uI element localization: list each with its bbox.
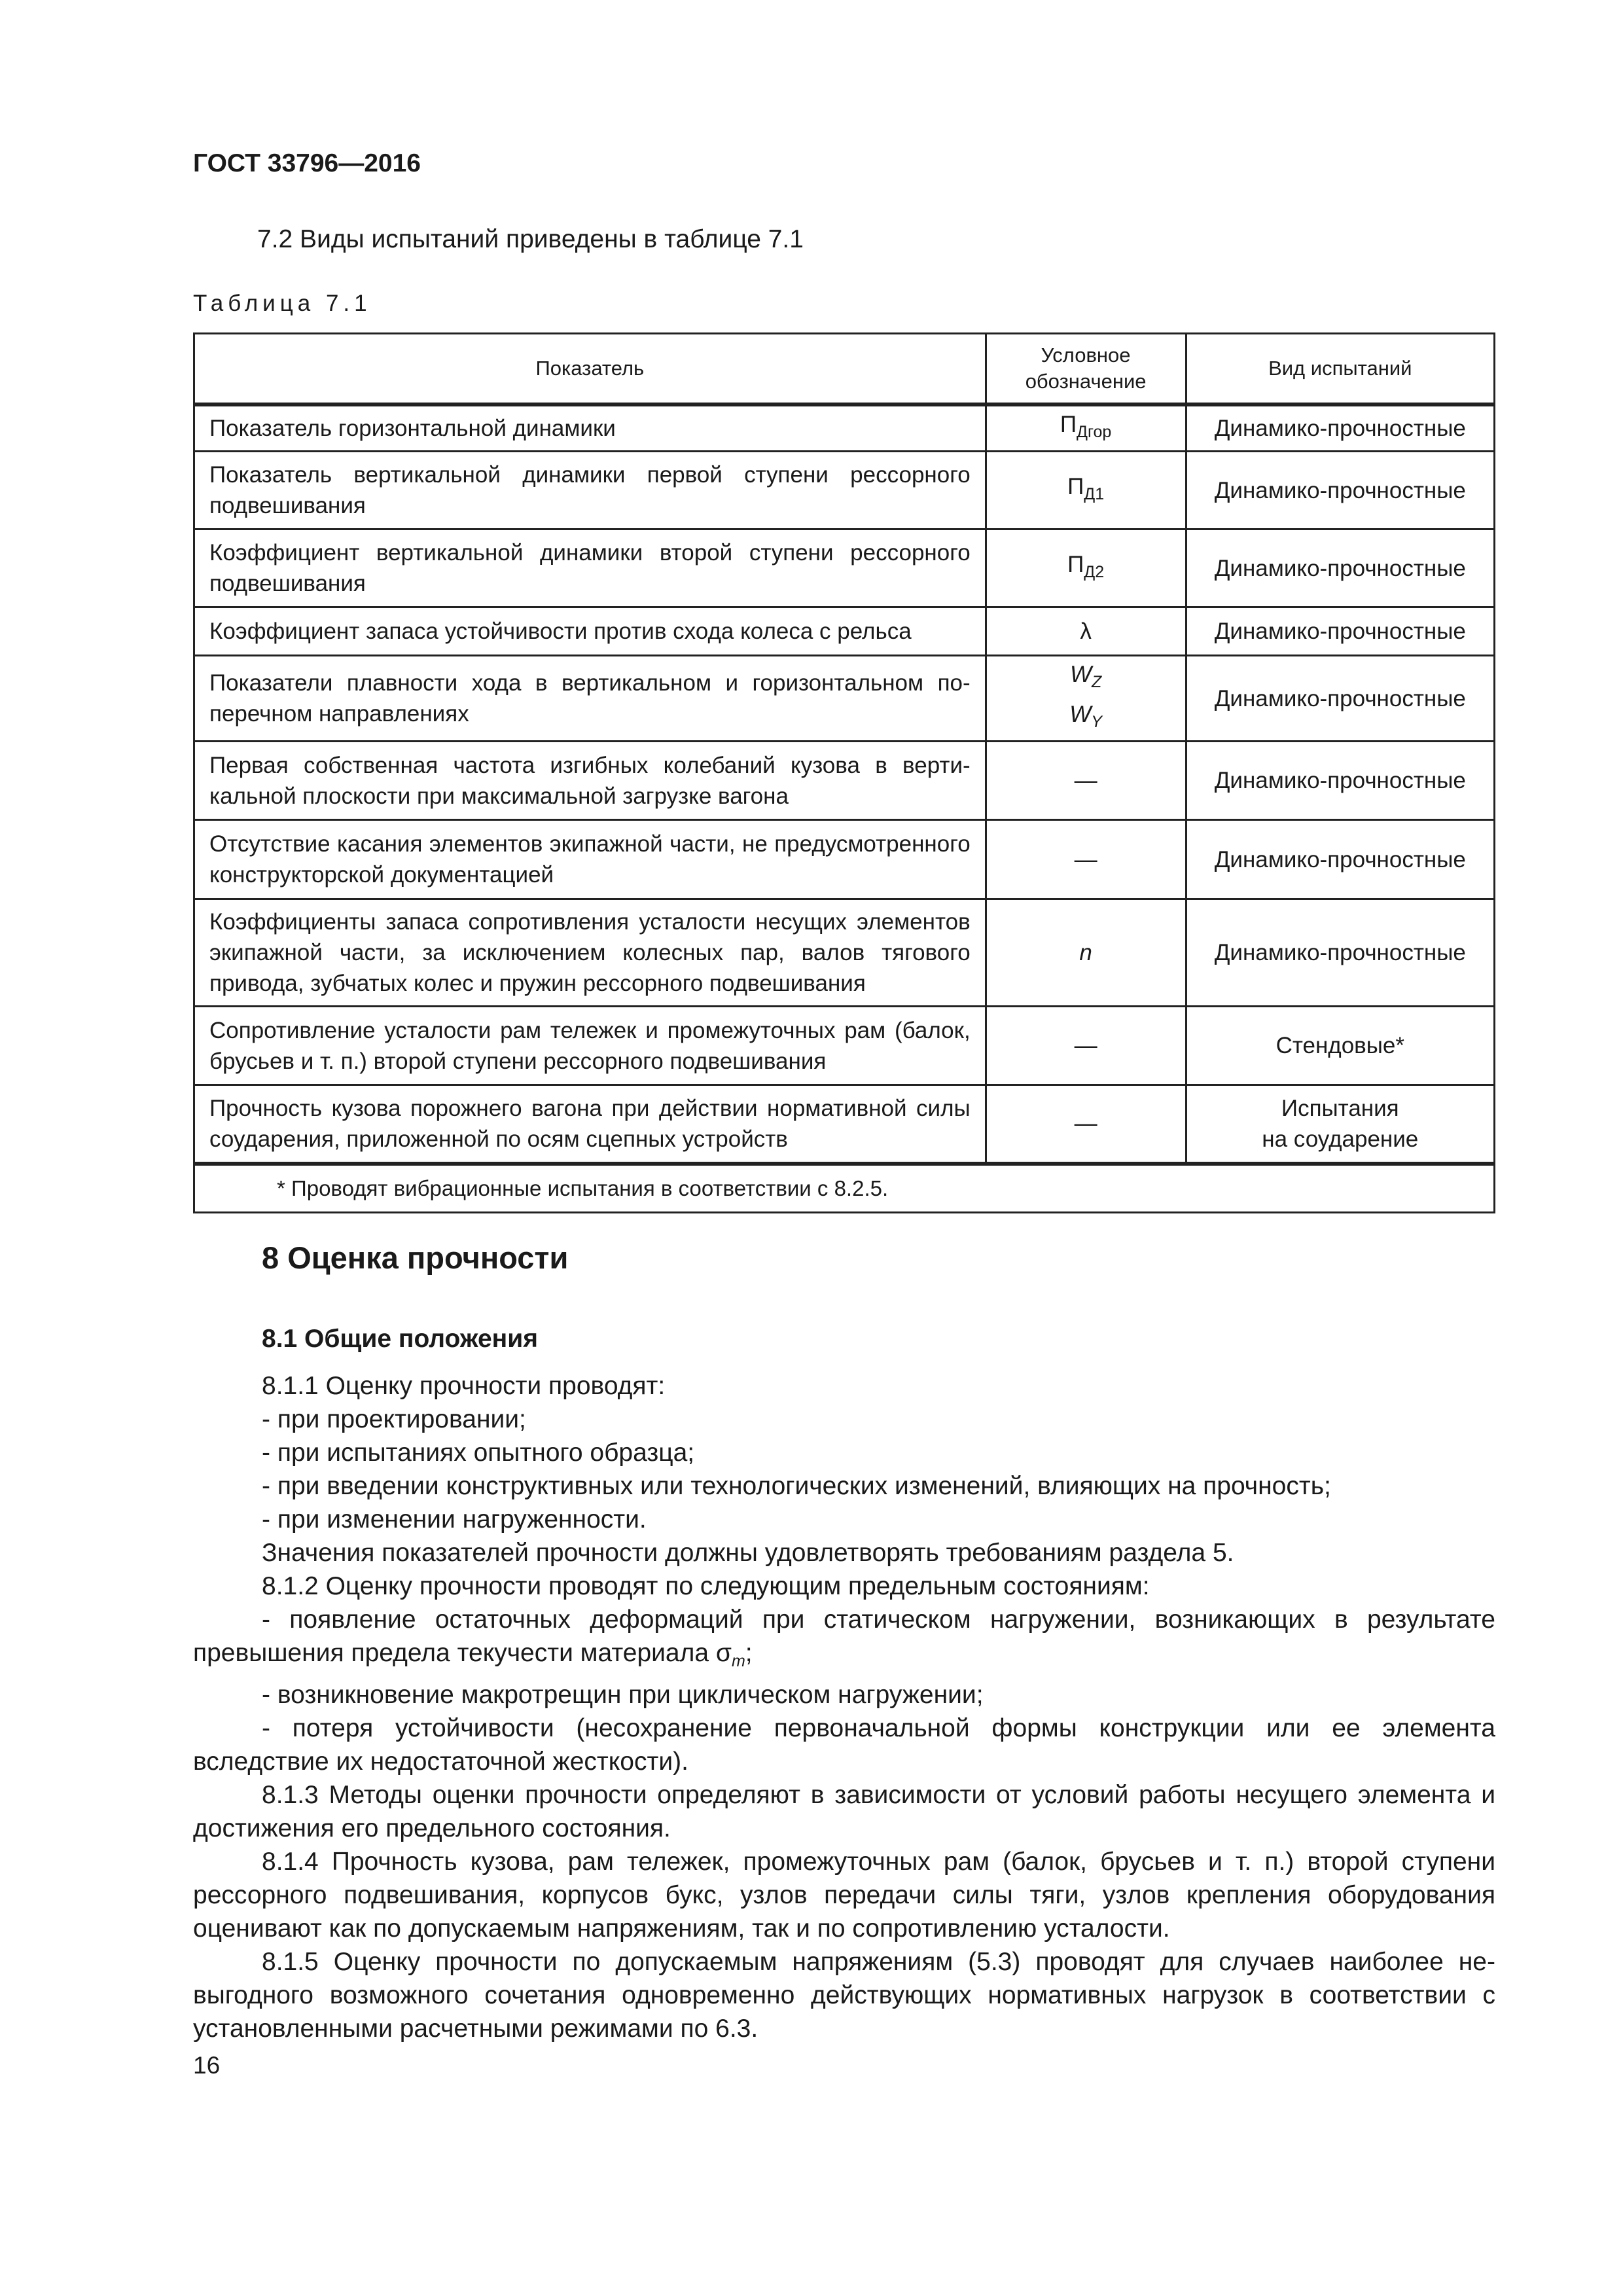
- list-item: - при изменении нагруженности.: [262, 1505, 647, 1534]
- table-footnote: * Проводят вибрационные испытания в соответствии с 8.2.5.: [194, 1164, 1495, 1213]
- column-header-indicator: Показатель: [194, 334, 986, 405]
- table-row: [194, 1007, 1495, 1085]
- symbol-cell: $П_{Д2}$: [986, 529, 1186, 607]
- symbol-cell: —: [986, 1085, 1186, 1164]
- paragraph-8-1-2: 8.1.2 Оценку прочности проводят по следующим предельным состояниям:: [262, 1572, 1150, 1600]
- list-item: - потеря устойчивости (несохранение первоначальной формы конструкции или ее элемента вследствие их недостаточной жесткости).: [193, 1714, 1495, 1776]
- table-row: [194, 607, 1495, 656]
- table-row: [194, 820, 1495, 899]
- list-item: - появление остаточных деформаций при статическом нагружении, возникающих в результате превышения предела текучести материала $\sigma_m$;: [193, 1605, 1495, 1670]
- table-caption: Таблица 7.1: [193, 291, 372, 316]
- page-number: 16: [193, 2052, 221, 2079]
- subsection-title: 8.1 Общие положения: [262, 1325, 538, 1353]
- footnote-row: [194, 1164, 1495, 1213]
- table-row: [194, 899, 1495, 1007]
- kind-cell: Динамико-прочностные: [1186, 404, 1494, 452]
- indicator-cell: Коэффициент запаса устойчивости против схода колеса с рельса: [194, 607, 986, 656]
- table-row: [194, 404, 1495, 452]
- paragraph-8-1-4: 8.1.4 Прочность кузова, рам тележек, промежуточных рам (балок, брусьев и т. п.) второй ступени рессорного подвешивания, корпусов букс, узлов передачи силы тяги, узлов крепления оборудования оценивают как по допускаемым напряжениям, так и по сопротивлению усталости.: [193, 1848, 1495, 1943]
- kind-cell: Динамико-прочностные: [1186, 656, 1494, 742]
- symbol-cell: n: [986, 899, 1186, 1007]
- kind-cell: Испытания на соударение: [1186, 1085, 1494, 1164]
- indicator-cell: Первая собственная частота изгибных колебаний кузова в вертикальной плоскости при максимальной загрузке вагона: [194, 742, 986, 820]
- table-row: [194, 529, 1495, 607]
- symbol-cell: —: [986, 1007, 1186, 1085]
- paragraph-8-1-1: 8.1.1 Оценку прочности проводят:: [262, 1372, 666, 1400]
- column-header-symbol: Условное обозначение: [986, 334, 1186, 405]
- list-item: - при введении конструктивных или технологических изменений, влияющих на прочность;: [262, 1472, 1331, 1500]
- paragraph-values: Значения показателей прочности должны удовлетворять требованиям раздела 5.: [262, 1539, 1234, 1567]
- symbol-cell: $П_{Дгор}$: [986, 404, 1186, 452]
- kind-cell: Стендовые*: [1186, 1007, 1494, 1085]
- list-item: - при проектировании;: [262, 1405, 526, 1433]
- indicator-cell: Показатели плавности хода в вертикальном и горизонтальном поперечном направлениях: [194, 656, 986, 742]
- indicator-cell: Прочность кузова порожнего вагона при действии нормативной силы соударения, приложенной по осям сцепных устройств: [194, 1085, 986, 1164]
- paragraph-8-1-3: 8.1.3 Методы оценки прочности определяют в зависимости от условий работы несущего элемента и достижения его предельного состояния.: [193, 1781, 1495, 1842]
- indicator-cell: Отсутствие касания элементов экипажной части, не предусмотренного конструкторской документацией: [194, 820, 986, 899]
- kind-cell: Динамико-прочностные: [1186, 820, 1494, 899]
- section-title: 8 Оценка прочности: [262, 1240, 569, 1275]
- kind-cell: Динамико-прочностные: [1186, 529, 1494, 607]
- document-header: ГОСТ 33796—2016: [193, 149, 421, 177]
- paragraph-8-1-5: 8.1.5 Оценку прочности по допускаемым напряжениям (5.3) проводят для случаев наиболее невыгодного возможного сочетания одновременно действующих нормативных нагрузок в соответствии с установленными расчетными режимами по 6.3.: [193, 1948, 1495, 2043]
- list-item: - возникновение макротрещин при циклическом нагружении;: [262, 1681, 984, 1709]
- kind-cell: Динамико-прочностные: [1186, 742, 1494, 820]
- section-body: [193, 1369, 1495, 2045]
- table-row: [194, 742, 1495, 820]
- kind-cell: Динамико-прочностные: [1186, 452, 1494, 529]
- table-row: [194, 656, 1495, 742]
- indicator-cell: Коэффициенты запаса сопротивления усталости несущих элементов экипажной части, за исключением колесных пар, валов тягового привода, зубчатых колес и пружин рессорного подвешивания: [194, 899, 986, 1007]
- symbol-cell: $П_{Д1}$: [986, 452, 1186, 529]
- table-row: [194, 1085, 1495, 1164]
- list-item: - при испытаниях опытного образца;: [262, 1439, 695, 1467]
- test-types-table: [193, 332, 1495, 1213]
- indicator-cell: Показатель горизонтальной динамики: [194, 404, 986, 452]
- column-header-kind: Вид испытаний: [1186, 334, 1494, 405]
- indicator-cell: Сопротивление усталости рам тележек и промежуточных рам (балок, брусьев и т. п.) второй ступени рессорного подвешивания: [194, 1007, 986, 1085]
- kind-cell: Динамико-прочностные: [1186, 607, 1494, 656]
- kind-cell: Динамико-прочностные: [1186, 899, 1494, 1007]
- symbol-cell: λ: [986, 607, 1186, 656]
- indicator-cell: Коэффициент вертикальной динамики второй ступени рессорного подвешивания: [194, 529, 986, 607]
- table-intro: 7.2 Виды испытаний приведены в таблице 7.1: [257, 225, 804, 253]
- symbol-cell: —: [986, 820, 1186, 899]
- indicator-cell: Показатель вертикальной динамики первой ступени рессорного подвешивания: [194, 452, 986, 529]
- table-row: [194, 452, 1495, 529]
- symbol-cell: $W_Z$ $W_Y$: [986, 656, 1186, 742]
- symbol-cell: —: [986, 742, 1186, 820]
